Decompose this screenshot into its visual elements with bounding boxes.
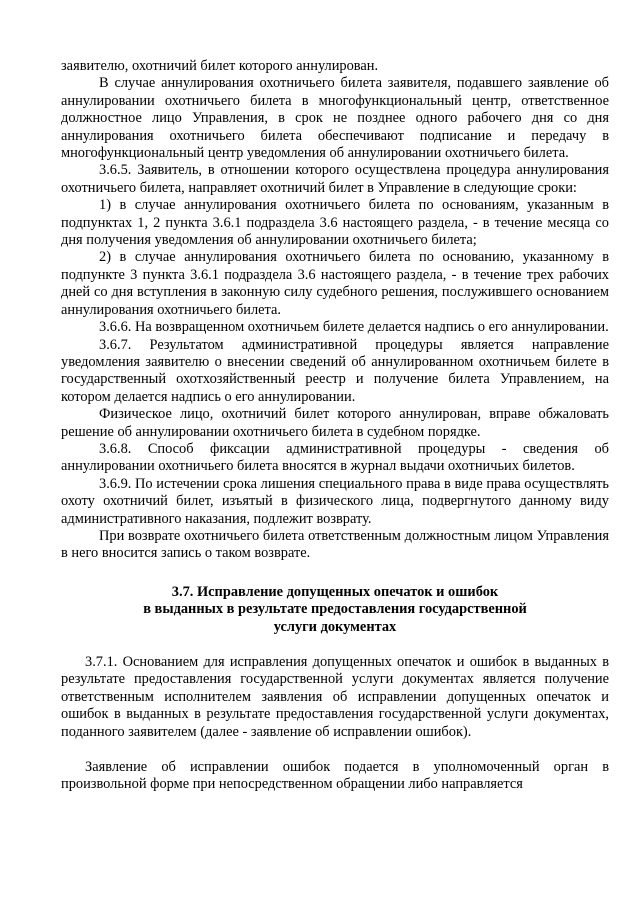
paragraph: При возврате охотничьего билета ответственным должностным лицом Управления в него вносится запись о таком возврате. <box>61 527 609 562</box>
paragraph: 3.6.9. По истечении срока лишения специального права в виде права осуществлять охоту охотничий билет, изъятый в физического лица, подвергнутого данному виду административного наказания, подлежит возврату. <box>61 475 609 527</box>
paragraph: 3.6.7. Результатом административной процедуры является направление уведомления заявителю о внесении сведений об аннулированном охотничьем билете в государственный охотхозяйственный реестр и получение билета Управлением, на котором делается надпись о его аннулировании. <box>61 336 609 405</box>
paragraph: 3.6.6. На возвращенном охотничьем билете делается надпись о его аннулировании. <box>99 319 609 336</box>
section-title-line: 3.7. Исправление допущенных опечаток и ошибок <box>171 583 499 600</box>
document-page <box>61 0 609 794</box>
section-title <box>61 584 609 636</box>
paragraph: В случае аннулирования охотничьего билета заявителя, подавшего заявление об аннулировании охотничьего билета в многофункциональный центр, ответственное должностное лицо Управления, в срок не позднее одного рабочего дня со дня аннулирования охотничьего билета обеспечивают подписание и передачу в многофункциональный центр уведомления об аннулировании охотничьего билета. <box>61 75 609 162</box>
paragraph: 1) в случае аннулирования охотничьего билета по основаниям, указанным в подпунктах 1, 2 пункта 3.6.1 подраздела 3.6 настоящего раздела, - в течение месяца со дня получения уведомления об аннулировании охотничьего билета; <box>61 197 609 249</box>
paragraph: 3.6.8. Способ фиксации административной процедуры - сведения об аннулировании охотничьего билета вносятся в журнал выдачи охотничьих билетов. <box>61 440 609 475</box>
paragraph: 3.7.1. Основанием для исправления допущенных опечаток и ошибок в выданных в результате предоставления государственной услуги документах является получение ответственным исполнителем заявления об исправлении допущенных опечаток и ошибок в выданных в результате предоставления государственной услуги документах, поданного заявителем (далее - заявление об исправлении ошибок). <box>61 654 609 740</box>
paragraph: Физическое лицо, охотничий билет которого аннулирован, вправе обжаловать решение об аннулировании охотничьего билета в судебном порядке. <box>61 406 609 440</box>
paragraph: 2) в случае аннулирования охотничьего билета по основанию, указанному в подпункте 3 пункта 3.6.1 подраздела 3.6 настоящего раздела, - в течение трех рабочих дней со дня вступления в законную силу судебного решения, послужившего основанием аннулирования охотничьего билета. <box>61 249 609 318</box>
section-title-line: в выданных в результате предоставления государственной <box>143 601 527 618</box>
section-title-line: услуги документах <box>273 618 397 635</box>
paragraph: 3.6.5. Заявитель, в отношении которого осуществлена процедура аннулирования охотничьего билета, направляет охотничий билет в Управление в следующие сроки: <box>61 162 609 196</box>
paragraph: заявителю, охотничий билет которого аннулирован. <box>61 58 379 74</box>
paragraph: Заявление об исправлении ошибок подается в уполномоченный орган в произвольной форме при непосредственном обращении либо направляется <box>61 759 609 793</box>
